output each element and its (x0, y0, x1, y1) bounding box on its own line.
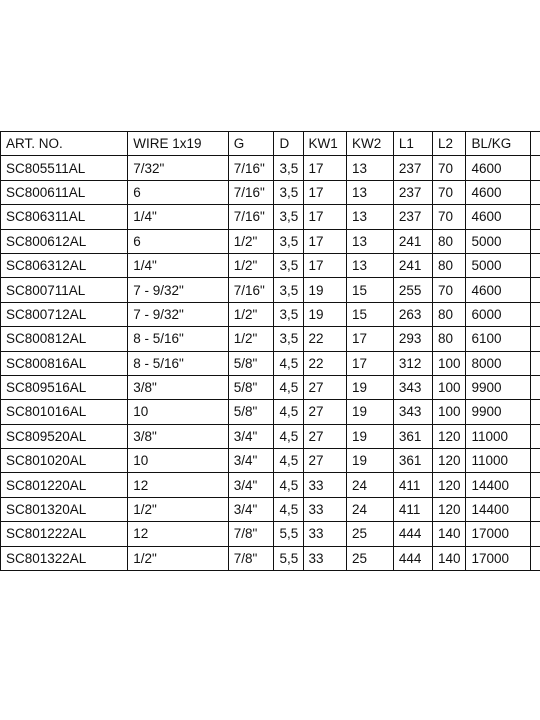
kw2-cell: 17 (347, 327, 394, 351)
wire-cell: 3/8" (128, 375, 228, 399)
g-cell: 1/2" (228, 327, 274, 351)
l2-cell: 80 (432, 229, 465, 253)
art-no-cell: SC801020AL (1, 449, 128, 473)
l2-cell: 140 (432, 522, 465, 546)
l1-cell: 343 (393, 375, 432, 399)
wire-cell: 1/2" (128, 546, 228, 570)
spec-table-body (1, 156, 540, 571)
d-cell: 3,5 (274, 205, 303, 229)
wire-cell: 6 (128, 180, 228, 204)
kw2-cell: 17 (347, 351, 394, 375)
bl-kg-cell: 9900 (466, 375, 531, 399)
l2-cell: 80 (432, 253, 465, 277)
kw2-cell: 25 (347, 522, 394, 546)
wire-cell: 10 (128, 400, 228, 424)
l2-cell: 100 (432, 400, 465, 424)
l2-cell: 80 (432, 327, 465, 351)
g-cell: 7/8" (228, 546, 274, 570)
bl-kg-cell: 8000 (466, 351, 531, 375)
d-cell: 4,5 (274, 375, 303, 399)
bl-kg-cell: 4600 (466, 180, 531, 204)
kw2-cell: 15 (347, 278, 394, 302)
l2-cell: 70 (432, 278, 465, 302)
cut-off-cell (531, 180, 540, 204)
d-cell: 4,5 (274, 351, 303, 375)
art-no-cell: SC801320AL (1, 497, 128, 521)
wire-cell: 7 - 9/32" (128, 278, 228, 302)
l1-cell: 411 (393, 497, 432, 521)
bl-kg-cell: 17000 (466, 546, 531, 570)
kw2-cell: 25 (347, 546, 394, 570)
spec-table-container (0, 131, 540, 571)
art-no-cell: SC800711AL (1, 278, 128, 302)
table-row (1, 473, 540, 497)
l1-cell: 241 (393, 253, 432, 277)
wire-cell: 1/2" (128, 497, 228, 521)
d-cell: 3,5 (274, 180, 303, 204)
d-cell: 3,5 (274, 302, 303, 326)
l2-cell: 140 (432, 546, 465, 570)
bl-kg-cell: 6100 (466, 327, 531, 351)
wire-cell: 1/4" (128, 253, 228, 277)
table-row (1, 253, 540, 277)
art-no-cell: SC809516AL (1, 375, 128, 399)
wire-cell: 7/32" (128, 156, 228, 180)
kw2-cell: 13 (347, 229, 394, 253)
wire-cell: 6 (128, 229, 228, 253)
kw1-cell: 17 (303, 229, 347, 253)
table-row (1, 278, 540, 302)
g-cell: 5/8" (228, 375, 274, 399)
wire-cell: 8 - 5/16" (128, 327, 228, 351)
art-no-cell: SC800611AL (1, 180, 128, 204)
kw2-cell: 19 (347, 449, 394, 473)
table-row (1, 375, 540, 399)
kw2-cell: 13 (347, 156, 394, 180)
bl-kg-cell: 5000 (466, 253, 531, 277)
g-cell: 3/4" (228, 424, 274, 448)
header-bl-kg: BL/KG (466, 132, 531, 156)
g-cell: 1/2" (228, 229, 274, 253)
cut-off-cell (531, 522, 540, 546)
cut-off-cell (531, 473, 540, 497)
cut-off-cell (531, 424, 540, 448)
kw1-cell: 27 (303, 375, 347, 399)
kw2-cell: 13 (347, 205, 394, 229)
l1-cell: 237 (393, 205, 432, 229)
cut-off-cell (531, 546, 540, 570)
g-cell: 1/2" (228, 302, 274, 326)
bl-kg-cell: 6000 (466, 302, 531, 326)
l2-cell: 100 (432, 375, 465, 399)
d-cell: 5,5 (274, 546, 303, 570)
kw2-cell: 13 (347, 180, 394, 204)
bl-kg-cell: 14400 (466, 497, 531, 521)
l2-cell: 80 (432, 302, 465, 326)
header-kw1: KW1 (303, 132, 347, 156)
art-no-cell: SC801322AL (1, 546, 128, 570)
header-wire: WIRE 1x19 (128, 132, 228, 156)
table-row (1, 351, 540, 375)
art-no-cell: SC800816AL (1, 351, 128, 375)
l1-cell: 361 (393, 449, 432, 473)
g-cell: 3/4" (228, 449, 274, 473)
g-cell: 7/16" (228, 156, 274, 180)
kw2-cell: 19 (347, 424, 394, 448)
art-no-cell: SC801222AL (1, 522, 128, 546)
g-cell: 1/2" (228, 253, 274, 277)
art-no-cell: SC800712AL (1, 302, 128, 326)
table-row (1, 449, 540, 473)
kw1-cell: 27 (303, 449, 347, 473)
kw2-cell: 19 (347, 375, 394, 399)
kw1-cell: 33 (303, 473, 347, 497)
cut-off-cell (531, 497, 540, 521)
bl-kg-cell: 11000 (466, 449, 531, 473)
bl-kg-cell: 4600 (466, 278, 531, 302)
cut-off-cell (531, 327, 540, 351)
wire-cell: 1/4" (128, 205, 228, 229)
g-cell: 7/16" (228, 205, 274, 229)
cut-off-cell (531, 302, 540, 326)
wire-cell: 3/8" (128, 424, 228, 448)
l1-cell: 255 (393, 278, 432, 302)
d-cell: 3,5 (274, 278, 303, 302)
table-row (1, 400, 540, 424)
d-cell: 4,5 (274, 424, 303, 448)
kw1-cell: 22 (303, 351, 347, 375)
l2-cell: 120 (432, 497, 465, 521)
cut-off-cell (531, 253, 540, 277)
d-cell: 3,5 (274, 156, 303, 180)
kw2-cell: 19 (347, 400, 394, 424)
l2-cell: 70 (432, 205, 465, 229)
art-no-cell: SC809520AL (1, 424, 128, 448)
kw2-cell: 13 (347, 253, 394, 277)
kw1-cell: 19 (303, 278, 347, 302)
cut-off-cell (531, 156, 540, 180)
l1-cell: 237 (393, 156, 432, 180)
kw2-cell: 24 (347, 473, 394, 497)
d-cell: 3,5 (274, 327, 303, 351)
kw1-cell: 19 (303, 302, 347, 326)
header-kw2: KW2 (347, 132, 394, 156)
g-cell: 3/4" (228, 473, 274, 497)
kw1-cell: 27 (303, 424, 347, 448)
bl-kg-cell: 14400 (466, 473, 531, 497)
l1-cell: 444 (393, 546, 432, 570)
l1-cell: 293 (393, 327, 432, 351)
l2-cell: 120 (432, 449, 465, 473)
g-cell: 7/8" (228, 522, 274, 546)
g-cell: 7/16" (228, 278, 274, 302)
cut-off-cell (531, 375, 540, 399)
table-row (1, 156, 540, 180)
art-no-cell: SC805511AL (1, 156, 128, 180)
table-row (1, 302, 540, 326)
l1-cell: 444 (393, 522, 432, 546)
kw1-cell: 33 (303, 546, 347, 570)
wire-cell: 12 (128, 522, 228, 546)
table-row (1, 424, 540, 448)
cut-off-cell (531, 205, 540, 229)
l1-cell: 241 (393, 229, 432, 253)
art-no-cell: SC801016AL (1, 400, 128, 424)
header-d: D (274, 132, 303, 156)
l2-cell: 100 (432, 351, 465, 375)
l1-cell: 263 (393, 302, 432, 326)
bl-kg-cell: 5000 (466, 229, 531, 253)
table-row (1, 205, 540, 229)
l1-cell: 312 (393, 351, 432, 375)
d-cell: 5,5 (274, 522, 303, 546)
kw1-cell: 17 (303, 253, 347, 277)
header-cut-off (531, 132, 540, 156)
kw1-cell: 33 (303, 497, 347, 521)
wire-cell: 7 - 9/32" (128, 302, 228, 326)
bl-kg-cell: 11000 (466, 424, 531, 448)
d-cell: 3,5 (274, 229, 303, 253)
header-art-no: ART. NO. (1, 132, 128, 156)
cut-off-cell (531, 400, 540, 424)
l2-cell: 120 (432, 424, 465, 448)
header-g: G (228, 132, 274, 156)
d-cell: 4,5 (274, 497, 303, 521)
kw1-cell: 27 (303, 400, 347, 424)
header-l2: L2 (432, 132, 465, 156)
cut-off-cell (531, 351, 540, 375)
art-no-cell: SC806311AL (1, 205, 128, 229)
g-cell: 7/16" (228, 180, 274, 204)
table-header-row (1, 132, 540, 156)
art-no-cell: SC801220AL (1, 473, 128, 497)
bl-kg-cell: 4600 (466, 156, 531, 180)
d-cell: 3,5 (274, 253, 303, 277)
g-cell: 5/8" (228, 351, 274, 375)
cut-off-cell (531, 229, 540, 253)
d-cell: 4,5 (274, 473, 303, 497)
l2-cell: 120 (432, 473, 465, 497)
bl-kg-cell: 17000 (466, 522, 531, 546)
art-no-cell: SC800812AL (1, 327, 128, 351)
l1-cell: 411 (393, 473, 432, 497)
l1-cell: 361 (393, 424, 432, 448)
table-row (1, 497, 540, 521)
kw2-cell: 24 (347, 497, 394, 521)
g-cell: 5/8" (228, 400, 274, 424)
kw1-cell: 17 (303, 156, 347, 180)
d-cell: 4,5 (274, 449, 303, 473)
cut-off-cell (531, 278, 540, 302)
art-no-cell: SC806312AL (1, 253, 128, 277)
art-no-cell: SC800612AL (1, 229, 128, 253)
kw2-cell: 15 (347, 302, 394, 326)
l1-cell: 237 (393, 180, 432, 204)
table-row (1, 522, 540, 546)
bl-kg-cell: 9900 (466, 400, 531, 424)
wire-cell: 8 - 5/16" (128, 351, 228, 375)
table-row (1, 546, 540, 570)
l1-cell: 343 (393, 400, 432, 424)
wire-cell: 10 (128, 449, 228, 473)
l2-cell: 70 (432, 180, 465, 204)
wire-cell: 12 (128, 473, 228, 497)
bl-kg-cell: 4600 (466, 205, 531, 229)
l2-cell: 70 (432, 156, 465, 180)
g-cell: 3/4" (228, 497, 274, 521)
d-cell: 4,5 (274, 400, 303, 424)
kw1-cell: 17 (303, 205, 347, 229)
table-row (1, 229, 540, 253)
kw1-cell: 17 (303, 180, 347, 204)
kw1-cell: 22 (303, 327, 347, 351)
header-l1: L1 (393, 132, 432, 156)
cut-off-cell (531, 449, 540, 473)
spec-table (0, 131, 540, 571)
kw1-cell: 33 (303, 522, 347, 546)
table-row (1, 180, 540, 204)
table-row (1, 327, 540, 351)
